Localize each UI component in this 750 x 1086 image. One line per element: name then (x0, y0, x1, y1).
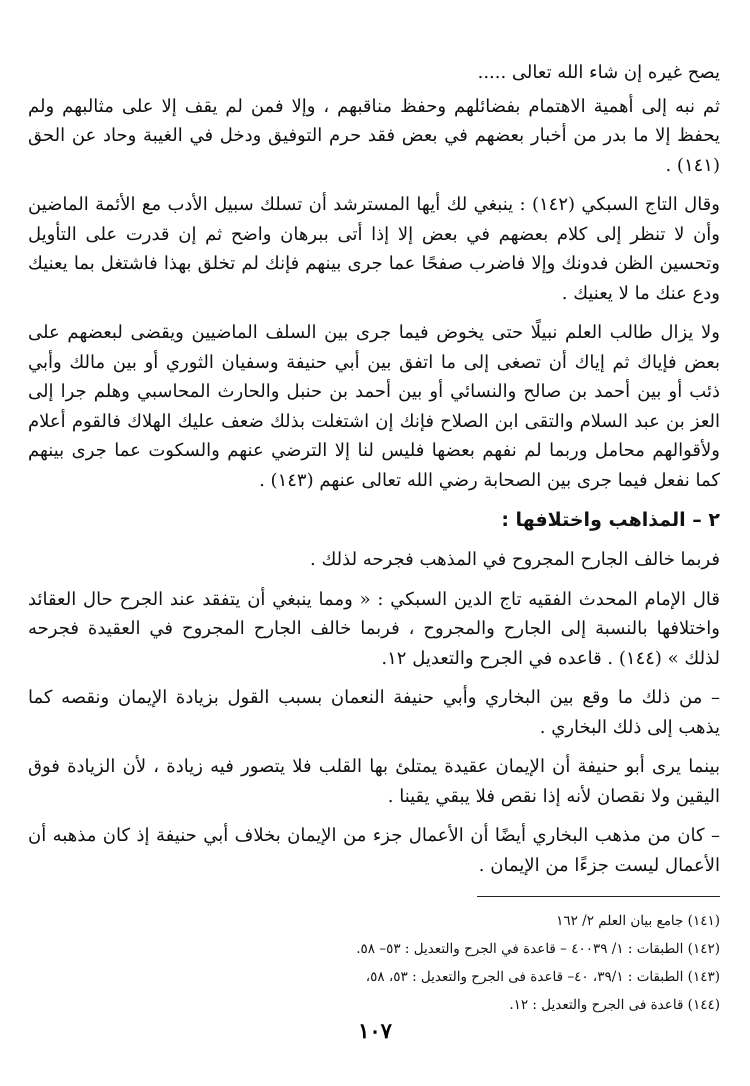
paragraph-subki-quote: قال الإمام المحدث الفقيه تاج الدين السبكي : « ومما ينبغي أن يتفقد عند الجرح حال العقائد واختلافها بالنسبة إلى الجارح والمجروح ، فربما خالف الجارح المجروح في العقيدة فجرحه لذلك » (١٤٤) . قاعده في الجرح والتعديل ١٢. (28, 588, 720, 669)
paragraph-actions-iman: – كان من مذهب البخاري أيضًا أن الأعمال جزء من الإيمان بخلاف أبي حنيفة إذ كان مذهبه أن الأعمال ليست جزءًا من الإيمان . (28, 825, 720, 876)
paragraph-subki-advice: وقال التاج السبكي (١٤٢) : ينبغي لك أيها المسترشد أن تسلك سبيل الأدب مع الأئمة الماضين وأن لا تنظر إلى كلام بعضهم في بعض إلا إذا أتى ببرهان واضح ثم إن قدرت على التأويل وتحسين الظن فدونك وإلا فاضرب صفحًا عما جرى بينهم فإنك لم تخلق بهذا فاشتغل بما يعنيك ودع عنك ما لا يعنيك . (28, 194, 720, 304)
paragraph-continuation: يصح غيره إن شاء الله تعالى ..... (477, 62, 720, 83)
page-number: ١٠٧ (358, 1018, 392, 1043)
section-heading: ٢ – المذاهب واختلافها : (501, 509, 720, 531)
paragraph-bukhari-abu-hanifa: – من ذلك ما وقع بين البخاري وأبي حنيفة النعمان بسبب القول بزيادة الإيمان ونقصه كما يذهب إلى ذلك البخاري . (28, 687, 720, 738)
footnote-142: (١٤٢) الطبقات : ١/ ٤٠٠٣٩ – قاعدة في الجرح والتعديل : ٥٣– ٥٨. (356, 941, 720, 957)
footnote-141: (١٤١) جامع بيان العلم ٢/ ١٦٢ (556, 913, 720, 929)
paragraph-student-warning: ولا يزال طالب العلم نبيلًا حتى يخوض فيما جرى بين السلف الماضيين ويقضى لبعضهم على بعض فإياك ثم إياك أن تصغى إلى ما اتفق بين أبي حنيفة وسفيان الثوري أو بين مالك وأبي ذئب أو بين أحمد بن صالح والنسائي أو بين أحمد بن حنبل والحارث المحاسبي وهلم جرا إلى العز بن عبد السلام والتقى ابن الصلاح فإنك إن اشتغلت بذلك ضعف عليك الهلاك فالقوم أعلام ولأقوالهم محامل وربما لم نفهم بعضها فليس لنا إلا الترضي عنهم والسكوت عما جرى بينهم كما نفعل فيما جرى بين الصحابة رضي الله تعالى عنهم (١٤٣) . (28, 322, 720, 491)
paragraph-virtues: ثم نبه إلى أهمية الاهتمام بفضائلهم وحفظ مناقبهم ، وإلا فمن لم يقف إلا على مثالبهم ولم يحفظ إلا ما بدر من أخبار بعضهم في بعض فقد حرم التوفيق ودخل في الغيبة وحاد عن الحق (١٤١) . (28, 95, 720, 176)
paragraph-iman-certainty: بينما يرى أبو حنيفة أن الإيمان عقيدة يمتلئ بها القلب فلا يتصور فيه زيادة ، لأن الزيادة فوق اليقين ولا نقصان لأنه إذا نقص فلا يبقي يقينا . (28, 756, 720, 807)
footnote-divider (477, 896, 720, 897)
paragraph-madhhab: فربما خالف الجارح المجروح في المذهب فجرحه لذلك . (310, 549, 720, 570)
footnote-143: (١٤٣) الطبقات : ٣٩/١، ٤٠– قاعدة فى الجرح والتعديل : ٥٣، ٥٨، (365, 969, 720, 985)
footnote-144: (١٤٤) قاعدة فى الجرح والتعديل : ١٢. (509, 997, 720, 1013)
